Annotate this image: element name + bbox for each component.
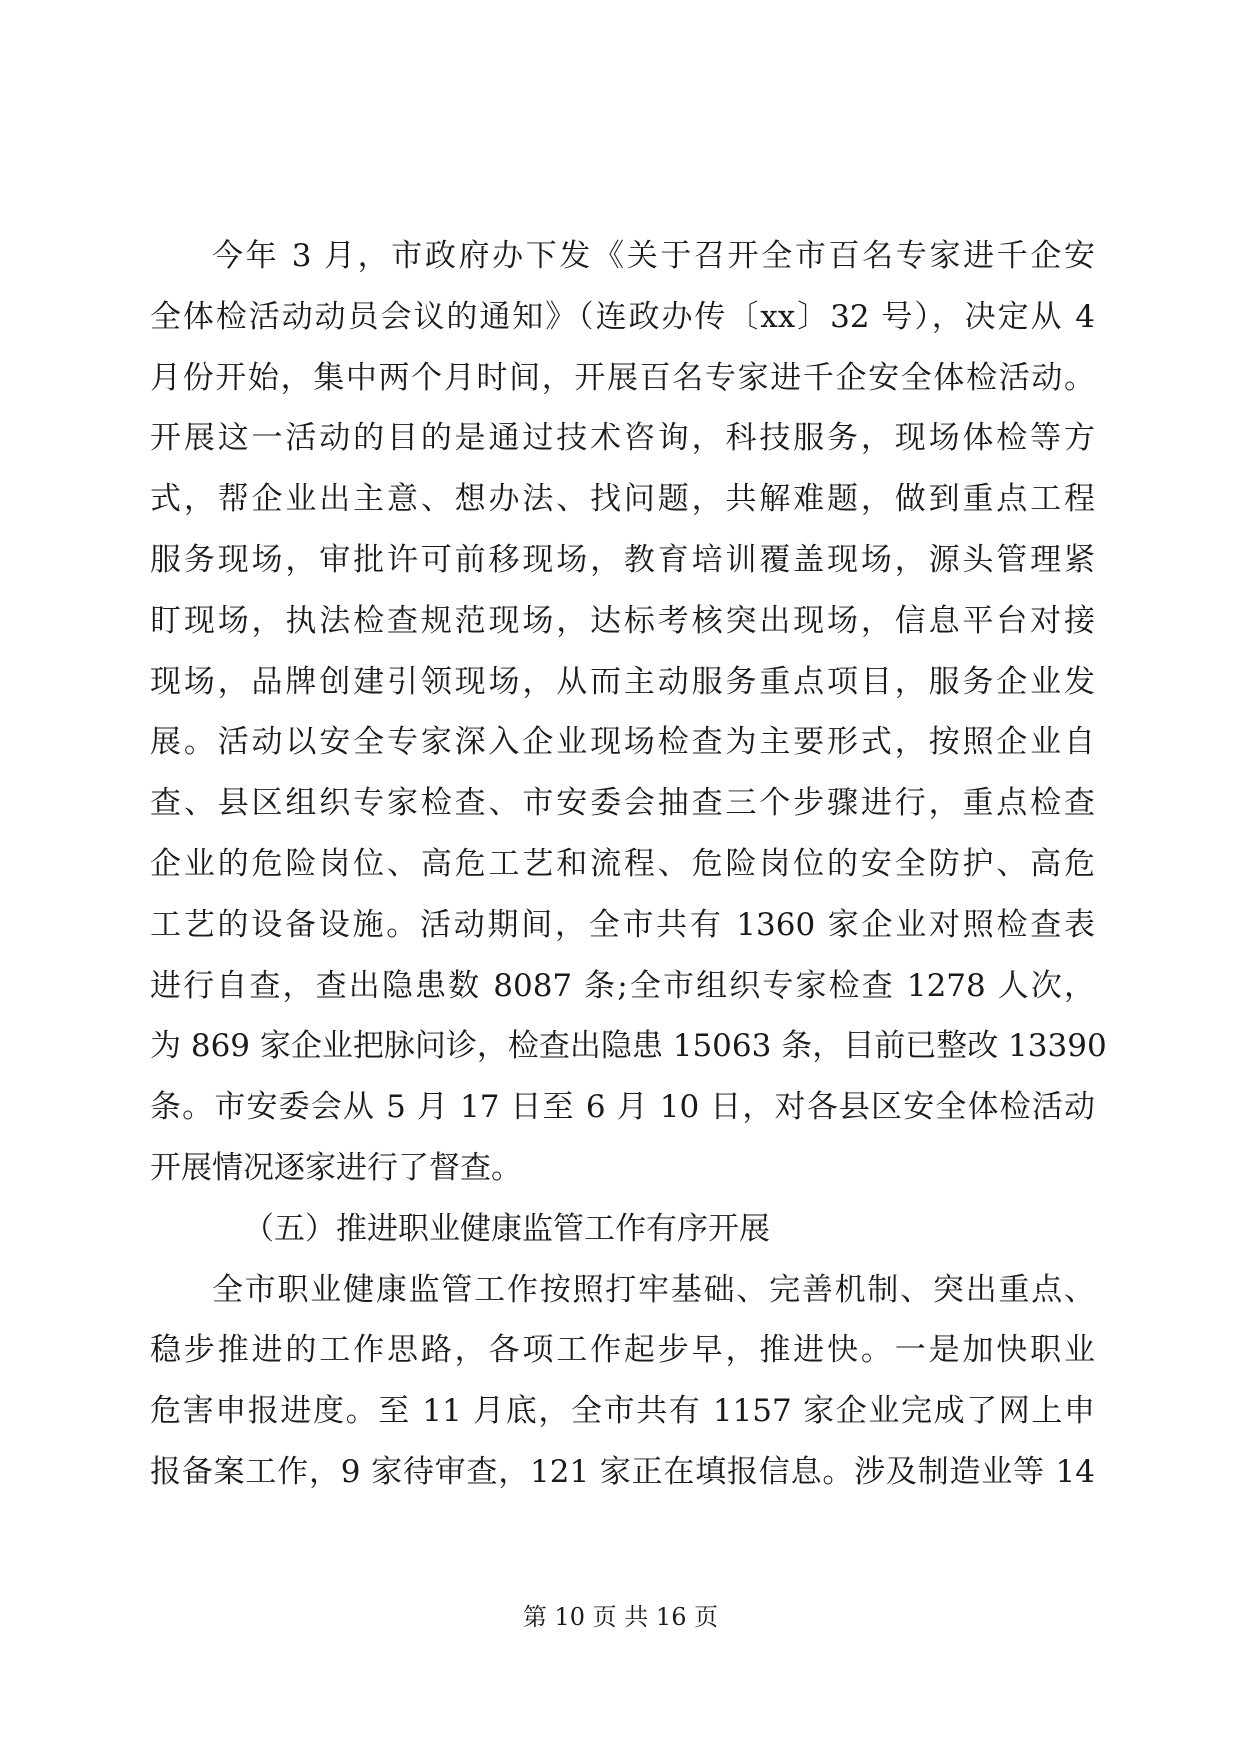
paragraph-line: 展。活动以安全专家深入企业现场检查为主要形式，按照企业自 [150, 724, 1095, 761]
paragraph-line: 进行自查，查出隐患数 8087 条;全市组织专家检查 1278 人次， [150, 967, 1095, 1004]
paragraph-line: 企业的危险岗位、高危工艺和流程、危险岗位的安全防护、高危 [150, 845, 1095, 882]
paragraph-line: 式，帮企业出主意、想办法、找问题，共解难题，做到重点工程 [150, 481, 1095, 518]
section-heading: （五）推进职业健康监管工作有序开展 [243, 1210, 770, 1247]
paragraph-line: 月份开始，集中两个月时间，开展百名专家进千企安全体检活动。 [150, 359, 1095, 396]
paragraph-line: 条。市安委会从 5 月 17 日至 6 月 10 日，对各县区安全体检活动 [150, 1089, 1095, 1126]
paragraph-line: 开展情况逐家进行了督查。 [150, 1149, 522, 1186]
paragraph-line: 今年 3 月，市政府办下发《关于召开全市百名专家进千企安 [212, 238, 1095, 274]
paragraph-line: 全体检活动动员会议的通知》（连政办传〔xx〕32 号），决定从 4 [150, 298, 1095, 335]
paragraph-line: 服务现场，审批许可前移现场，教育培训覆盖现场，源头管理紧 [150, 541, 1095, 578]
paragraph-line: 稳步推进的工作思路，各项工作起步早，推进快。一是加快职业 [150, 1332, 1095, 1369]
paragraph-line: 报备案工作，9 家待审查，121 家正在填报信息。涉及制造业等 14 [150, 1453, 1095, 1490]
paragraph-line: 工艺的设备设施。活动期间，全市共有 1360 家企业对照检查表 [150, 906, 1095, 943]
paragraph-line: 现场，品牌创建引领现场，从而主动服务重点项目，服务企业发 [150, 663, 1095, 700]
document-body [150, 226, 1107, 1503]
paragraph-line: 开展这一活动的目的是通过技术咨询，科技服务，现场体检等方 [150, 420, 1095, 457]
paragraph-line: 危害申报进度。至 11 月底，全市共有 1157 家企业完成了网上申 [150, 1393, 1095, 1430]
paragraph-line: 盯现场，执法检查规范现场，达标考核突出现场，信息平台对接 [150, 602, 1095, 639]
page-number-label: 第 10 页 共 16 页 [522, 1603, 719, 1631]
paragraph-line: 为 869 家企业把脉问诊，检查出隐患 15063 条，目前已整改 13390 [150, 1028, 1107, 1065]
paragraph-line: 查、县区组织专家检查、市安委会抽查三个步骤进行，重点检查 [150, 785, 1095, 822]
page-footer [0, 1602, 1241, 1632]
paragraph-line: 全市职业健康监管工作按照打牢基础、完善机制、突出重点、 [212, 1271, 1095, 1308]
